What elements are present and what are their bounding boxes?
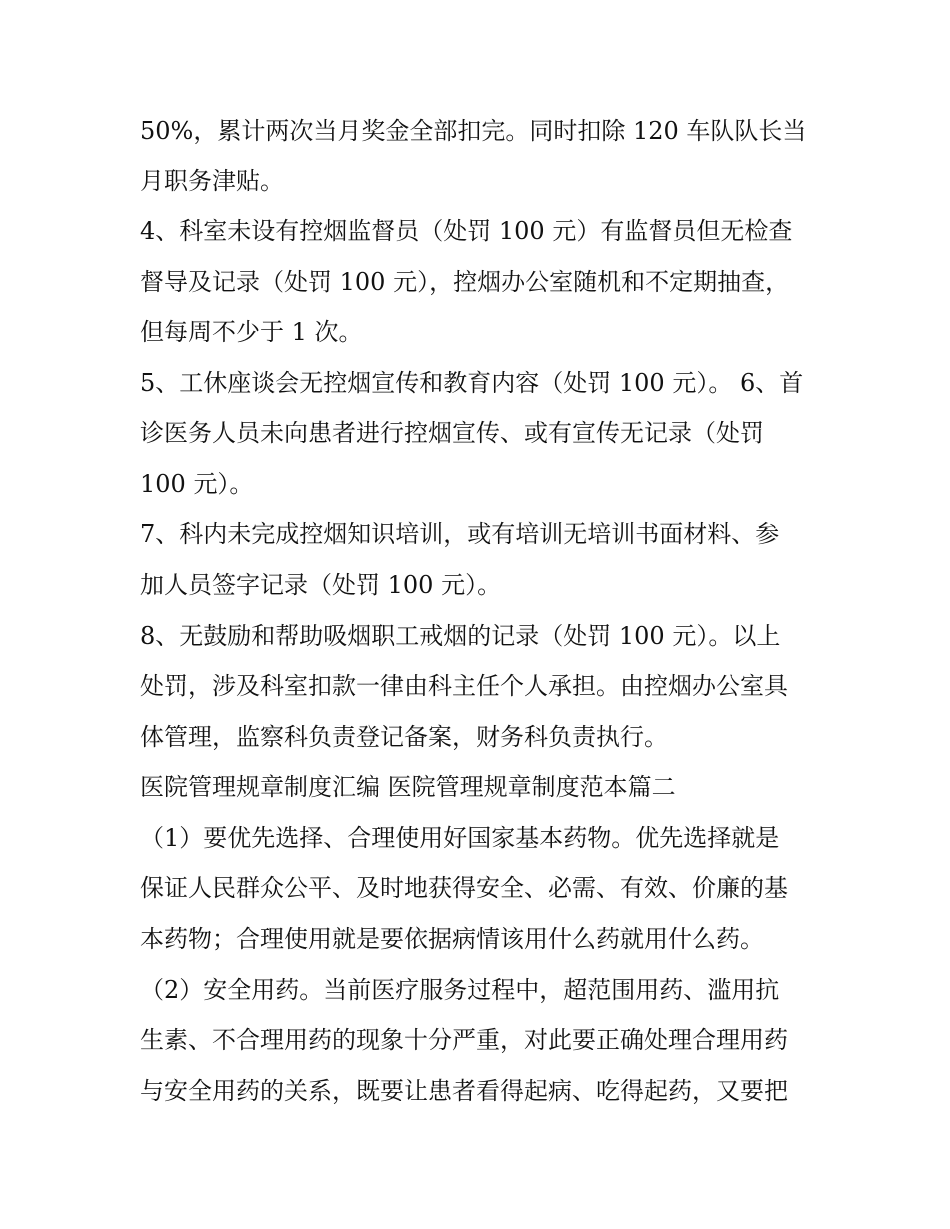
- text-line: 保证人民群众公平、及时地获得安全、必需、有效、价廉的基: [140, 874, 788, 902]
- text-line: 5、工休座谈会无控烟宣传和教育内容（处罚 100 元）。 6、首: [140, 369, 804, 397]
- text-line: 月职务津贴。: [140, 167, 284, 195]
- text-line: （1）要优先选择、合理使用好国家基本药物。优先选择就是: [140, 824, 780, 852]
- text-line: 诊医务人员未向患者进行控烟宣传、或有宣传无记录（处罚: [140, 419, 764, 447]
- text-line: 8、无鼓励和帮助吸烟职工戒烟的记录（处罚 100 元）。以上: [140, 622, 781, 650]
- section-heading: 医院管理规章制度汇编 医院管理规章制度范本篇二: [140, 773, 676, 801]
- text-line: 生素、不合理用药的现象十分严重，对此要正确处理合理用药: [140, 1026, 788, 1054]
- text-line: 体管理，监察科负责登记备案，财务科负责执行。: [140, 723, 668, 751]
- text-line: （2）安全用药。当前医疗服务过程中，超范围用药、滥用抗: [140, 976, 780, 1004]
- text-line: 4、科室未设有控烟监督员（处罚 100 元）有监督员但无检查: [140, 217, 793, 245]
- text-line: 7、科内未完成控烟知识培训，或有培训无培训书面材料、参: [140, 520, 780, 548]
- text-line: 督导及记录（处罚 100 元），控烟办公室随机和不定期抽查，: [140, 268, 790, 296]
- text-line: 与安全用药的关系，既要让患者看得起病、吃得起药，又要把: [140, 1077, 788, 1105]
- text-line: 100 元）。: [140, 470, 254, 498]
- text-line: 本药物；合理使用就是要依据病情该用什么药就用什么药。: [140, 925, 764, 953]
- text-line: 但每周不少于 1 次。: [140, 318, 363, 346]
- text-line: 50%，累计两次当月奖金全部扣完。同时扣除 120 车队队长当: [140, 117, 807, 145]
- text-line: 加人员签字记录（处罚 100 元）。: [140, 571, 502, 599]
- text-line: 处罚，涉及科室扣款一律由科主任个人承担。由控烟办公室具: [140, 672, 788, 700]
